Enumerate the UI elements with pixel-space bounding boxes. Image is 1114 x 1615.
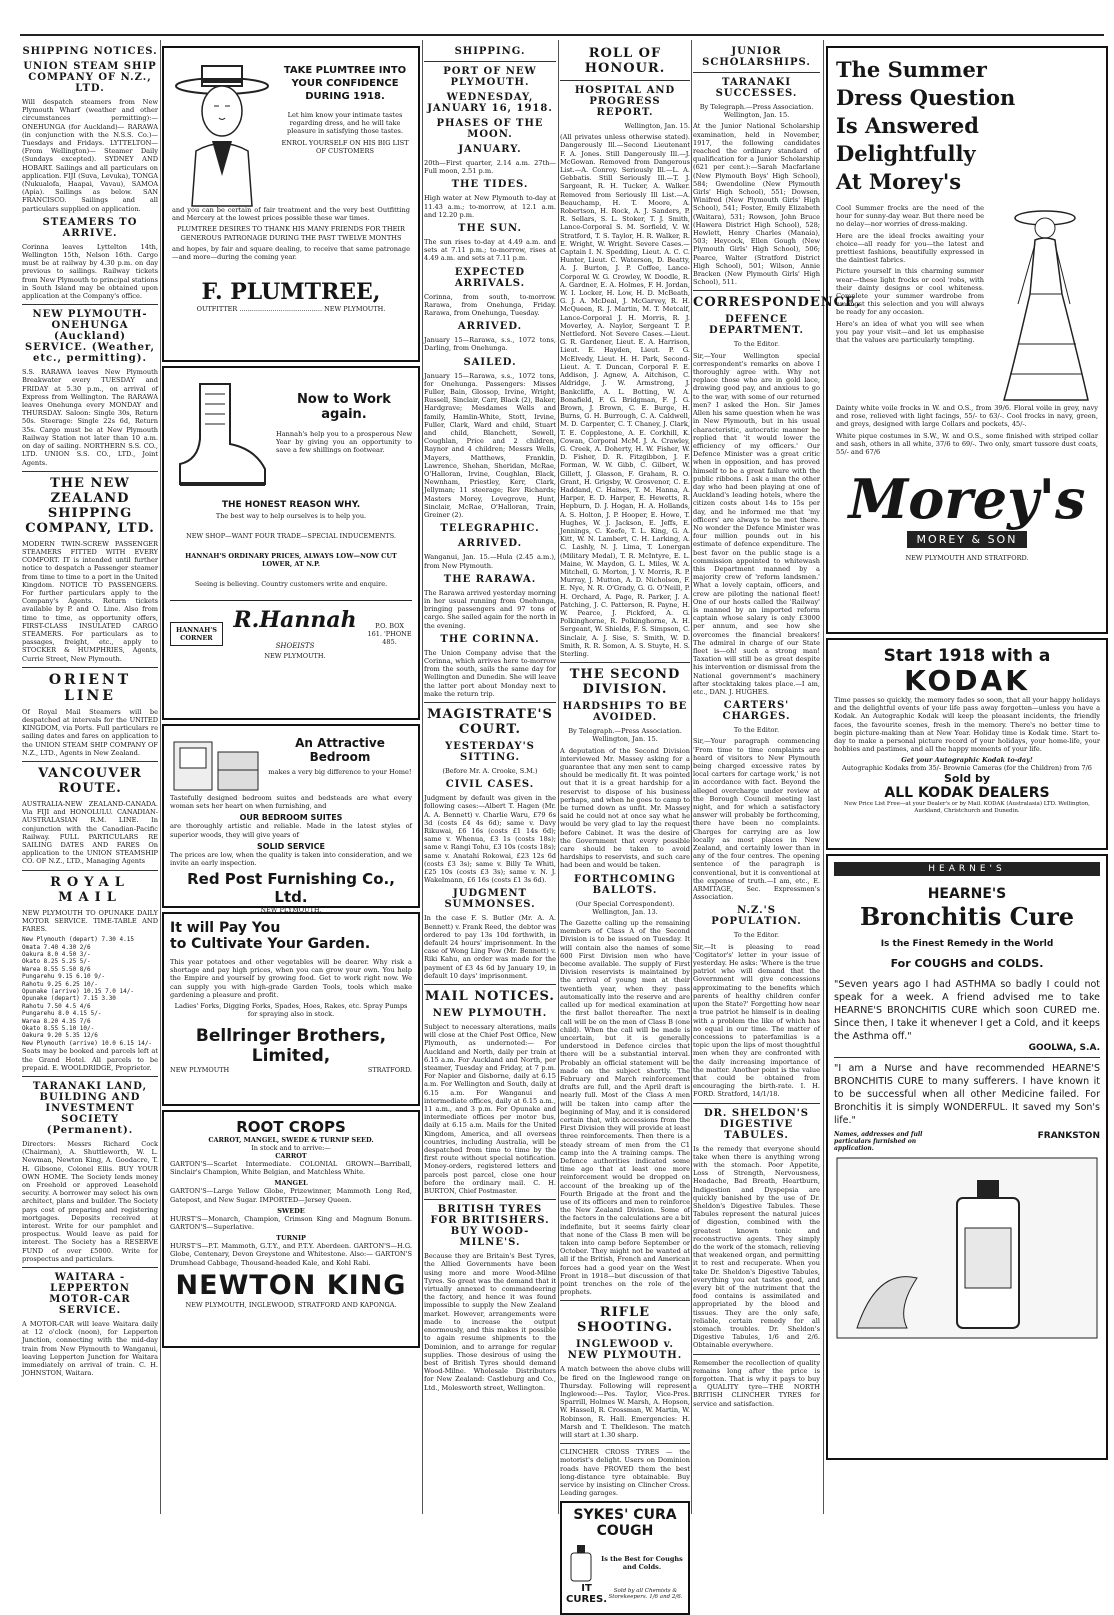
sailed-heading: SAILED. <box>463 356 517 368</box>
timetable-row: Okato 8.55 5.10 10/- <box>22 1025 95 1033</box>
timetable-row: Omata 7.40 4.30 2/6 <box>22 943 91 951</box>
hearne-testimonial: "Seven years ago I had ASTHMA so badly I could not speak for a week. A friend advised me to take HEARNE'S BRONCHITIS CURE which soon CURED me. Since then, I take it whenever I get a Cold, and it keeps the Asthma off." <box>834 979 1100 1042</box>
morey-headline: Is Answered Delightfully <box>836 113 979 166</box>
garden-headline: It will Pay You <box>170 920 281 936</box>
column-roll-of-honour <box>560 42 690 1606</box>
taranaki-land-text: Directors: Messrs Richard Cock (Chairman), A. Shuttleworth, W. L. Newman, Newton King, A. Goodacre, T. H. Gibsone, Colonel Ellis. BUY YOUR OWN HOME. The Society lends money on Freehold or approved Leasehold security. A borrower may select his own architect, plans and builder. The Society pays cost of preparing and registering mortgages. Deposits received at interest. Write for our pamphlet and prospectus. Would leave as paid for interest. The Society has a RESERVE FUND of over £5000. Write for prospectus and particulars. <box>22 1139 158 1263</box>
timetable-row: Warea 8.20 4.35 7/6 <box>22 1017 91 1025</box>
hearne-finest: Is the Finest Remedy in the World <box>880 939 1054 949</box>
seed-category: SWEDE <box>277 1206 305 1215</box>
population-heading: N.Z.'S POPULATION. <box>711 905 802 928</box>
to-editor: To the Editor. <box>733 726 780 735</box>
carters-text: Sir,—Your paragraph commencing 'From time to time complaints are heard of visitors to New Plymouth being charged excessive rates by local carters for cartage work,' is not in accordance with fact. Beyond the alleged overcharge under review at the Borough Council meeting last night, and for which a satisfactory answer will probably be forthcoming, there have been no complaints. Charges for carrying are as low locally as most places in New Zealand, and certainly lower than in any of the four centres. The opening sentence of the paragraph is conventional, but it is conventional at the expense of truth.—I am, etc., E. ARMITAGE, Sec. Expressmen's Association. <box>693 737 820 902</box>
divider <box>834 1057 1100 1058</box>
corinna-text: The Union Company advise that the Corinna, which arrives here to-morrow from the south, sails the same day for Wellington and Dunedin. She will leave the latter port about Monday next to make the return trip. <box>424 648 556 698</box>
second-division-heading: THE SECOND DIVISION. <box>569 667 681 698</box>
section-heading: ROLL OF HONOUR. <box>584 46 666 76</box>
rifle-subheading: INGLEWOOD v. NEW PLYMOUTH. <box>567 1339 683 1362</box>
vancouver-heading: VANCOUVER ROUTE. <box>38 765 142 796</box>
bedroom-text: Tastefully designed bedroom suites and bedsteads are what every woman sets her heart on when furnishing, and <box>170 794 412 811</box>
timetable-row: Rahotu 9.25 6.25 10/- <box>22 980 98 988</box>
hearne-banner: HEARNE'S <box>834 862 1100 876</box>
bedroom-solid: SOLID SERVICE <box>257 841 325 851</box>
divider <box>424 984 556 985</box>
root-crops-subtitle: CARROT, MANGEL, SWEDE & TURNIP SEED. <box>208 1136 374 1144</box>
dateline: Wellington, Jan. 15. <box>624 122 690 130</box>
rifle-heading: RIFLE SHOOTING. <box>576 1305 674 1336</box>
hannah-corner: HANNAH'S CORNER <box>170 622 223 646</box>
union-text: Will despatch steamers from New Plymouth Wharf (weather and other circumstances permitting):— ONEHUNGA (for Auckland)— RARAWA (in conjunction with the N.S.S. Co.)—Tuesdays and Fridays. LYTTELTON— (From Wellington)— Steamer Daily (Sundays excepted). SYDNEY AND HOBART. Sailings and all particulars on application. FIJI (Suva, Levuka), TONGA (Nukualofa, Haapai, Vavau), SAMOA (Apia). Sailings as below. SAN FRANCISCO. Sailings and all particulars supplied on application. <box>22 98 158 213</box>
timetable-row: New Plymouth (depart) 7.30 4.15 <box>22 936 134 944</box>
hearne-names-note: Names, addresses and full particulars furnished on application. <box>834 1131 923 1152</box>
column-advertisements <box>162 42 420 1512</box>
red-post-location: NEW PLYMOUTH. <box>260 906 322 915</box>
root-crops-instock: In stock and to arrive:— <box>251 1144 331 1152</box>
hearne-testimonial: "I am a Nurse and have recommended HEARNE'S BRONCHITIS CURE to many sufferers. I have known it to be successful when all other Medicine failed. For Bronchitis it is simply WONDERFUL. It saved my Son's life." <box>834 1063 1100 1126</box>
sitting-heading: YESTERDAY'S SITTING. <box>445 740 535 763</box>
kodak-call-to-action: Get your Autographic Kodak to-day! <box>901 756 1033 765</box>
kodak-footer: New Price List Free—at your Dealer's or by Mail. KODAK (Australasia) LTD. Wellington, Auckland, Christchurch and Dunedin. <box>844 801 1090 815</box>
rarawa-text: The Rarawa arrived yesterday morning in her usual running from Onehunga, bringing passengers and 97 tons of cargo. She sailed again for the north in the evening. <box>424 588 556 630</box>
bedroom-text: makes a very big difference to your Home! <box>268 768 412 776</box>
timetable-row: Rahotu 7.50 4.5 4/6 <box>22 1002 91 1010</box>
corinna-heading: THE CORINNA. <box>440 633 540 645</box>
seed-category: MANGEL <box>274 1179 308 1188</box>
morey-headline: The Summer <box>836 57 987 82</box>
magistrate-heading: MAGISTRATE'S COURT. <box>427 706 553 737</box>
hearne-advertisement <box>826 854 1108 1460</box>
sykes-title: SYKES' CURA COUGH <box>573 1507 677 1540</box>
before-text: (Before Mr. A. Crooke, S.M.) <box>442 766 538 775</box>
root-crops-headline: ROOT CROPS <box>236 1118 346 1136</box>
column-scholarships <box>693 42 862 1512</box>
morey-text: Here's an idea of what you will see when you pay your visit—and let us emphasise that the values are particularly tempting. <box>836 319 984 345</box>
plumtree-thanks: PLUMTREE DESIRES TO THANK HIS MANY FRIENDS FOR THEIR GENEROUS PATRONAGE DURING THE PAST TWELVE MONTHS <box>177 225 405 242</box>
nz-shipping-text: MODERN TWIN-SCREW PASSENGER STEAMERS FITTED WITH EVERY COMFORT. IT is intended until further notice to despatch a Passenger steamer from time to time to a port in the United Kingdom. NOTICE TO PASSENGERS. For further particulars apply to the Company's Agents. Return tickets available by P. and O. Line. Also from time to time, as opportunity offers, FIRST-CLASS INSULATED CARGO STEAMERS. For particulars as to passages, freight, etc., apply to STOCKER & HUMPHRIES, Agents, Currie Street, New Plymouth. <box>22 539 158 663</box>
bottle-icon <box>566 1543 596 1583</box>
timetable-row: Opunake (arrive) 10.15 7.0 14/- <box>22 988 134 996</box>
british-tyres-text: Because they are Britain's Best Tyres, the Allied Governments have been using more and more Wood-Milne Tyres. So great was the demand that it virtually annexed to commandeering the factory, and hence it was found impossible to supply the New Zealand market. However, arrangements were made to increase the output enormously, and this makes it possible to again resume shipments to the Dominion, and to arrange for regular supplies. Those desirous of using the best of British Tyres should demand Wood-Milne. Wholesale Distributors for New Zealand: Castleburg and Co., Ltd., Molesworth street, Wellington. <box>424 1252 556 1392</box>
sykes-subtitle: Is the Best for Coughs and Colds. <box>601 1555 683 1572</box>
plumtree-title: TAKE PLUMTREE INTO YOUR CONFIDENCE DURING 1918. <box>283 65 407 102</box>
hearne-testimonial-place: GOOLWA, S.A. <box>1028 1043 1100 1053</box>
arrived-text: January 15—Rarawa, s.s., 1072 tons, Darling, from Onehunga. <box>424 336 556 353</box>
sun-heading: THE SUN. <box>458 223 522 235</box>
ballots-heading: FORTHCOMING BALLOTS. <box>574 873 676 896</box>
to-editor: To the Editor. <box>733 931 780 940</box>
kodak-prices: Autographic Kodaks from 35/- Brownie Cameras (for the Children) from 7/6 <box>842 764 1092 773</box>
telegraphic-heading: TELEGRAPHIC. <box>440 523 540 535</box>
union-heading: UNION STEAM SHIP COMPANY OF N.Z., LTD. <box>23 61 157 94</box>
defence-heading: DEFENCE DEPARTMENT. <box>709 314 804 337</box>
kodak-name: KODAK <box>904 664 1030 697</box>
rifle-text: A match between the above clubs will be fired on the Inglewood range on Thursday. Following will represent Inglewood:—Pes. Taylor, Vice-Pres. Sparrill, Holmes W. Marsh, A. Hopson, W. Hassell, R. Crossman, W. Martin, W. Robinson, R. Hall. Emergencies: H. Marsh and T. Thelkleson. The match will start at 1.30 sharp. <box>560 1365 690 1440</box>
waitara-heading: WAITARA - LEPPERTON MOTOR-CAR SERVICE. <box>49 1271 131 1316</box>
garden-text: This year potatoes and other vegetables will be dearer. Why risk a shortage and pay high prices, when you can grow your own. You help the Empire and yourself by growing food. Get to work right now. We can supply you with high-grade Garden Tools, tools which make gardening a pleasure and profit. <box>170 958 412 999</box>
hearne-product: Bronchitis Cure <box>859 902 1075 931</box>
sykes-advertisement <box>560 1501 690 1615</box>
port-heading: PORT OF NEW PLYMOUTH. <box>443 66 537 88</box>
sailed-text: January 15—Rarawa, s.s., 1072 tons, for Onehunga. Passengers: Misses Fuller, Bain, Glossop, Irvine, Wright, Russell, Sinclair, Carr, Black (2), Baker, Hardgrave; Mesdames Wells and family, Hamlin-White, Stott, Irvine, Fuller, Clark, Ward and child, Stuart and child, Blanchett, Sewell, Coughlan, Price and 2 children, Raynor and 4 children; Messrs Wells, Mayers, Matthews, Franklin, Lawrence, Shehan, Sheridan, McRae, O'Halloran, Irvine, Coughlan, Black, Newnham, Priestley, Kerr, Clark, Jellyman; 11 steerage; Rev Richards; Masters Morey, Lovegrove, Hunt, Sinclair, McRae, O'Halloran, Train, Greiner (2). <box>424 371 556 520</box>
timetable-row: New Plymouth (arrive) 10.0 6.15 14/- <box>22 1039 153 1047</box>
plumtree-enrol: ENROL YOURSELF ON HIS BIG LIST OF CUSTOMERS <box>281 138 409 155</box>
divider <box>424 1199 556 1200</box>
rarawa-heading: THE RARAWA. <box>443 573 537 585</box>
hannah-advertisement <box>162 366 420 720</box>
sykes-cures: IT CURES. <box>566 1583 607 1606</box>
defence-text: Sir,—Your Wellington special correspondent's remarks on above I thoroughly agree with. Why not replace those who are in gold lace, drawing good pay, and anxious to go to the war, with some of our returned men? I asked the Hon. Sir James Allen his same question when he was in New Plymouth, but in his usual characteristic, autocratic manner he replied that 'it would lower the efficiency of my officers.' Our Defence Minister was a great critic when in opposition, and has proved himself to be a great failure with the public ribbons. I ask a man the other day who had been playing at one of Auckland's leading hotels, where the citizen costs about 14s to 15s per day, and he informed me that 'my officers' are always to be met there. No wonder the Defence Minister was four million pounds out in his estimate of defence expenditure. The best favor on the public stage is a commission appointed to whitewash this Department manned by a majority crew of 'reform landsmen.' What a lovely captain, officers, and crew are piloting the national fleet! One of our hosts called the 'Railway' is manned by an imported reform captain whose salary is only £3000 per annum, and see how she overcomes the financial breakers! The admiral in charge of our State fleet is—oh! such a strong man! Taxation will still be as great despite his intervention or dismissal from the National government's machinery after stocktaking takes place.—I am, etc., DAN. J. HUGHES. <box>693 351 820 696</box>
arrived-text: Wanganui, Jan. 15.—Hula (2.45 a.m.), from New Plymouth. <box>424 553 556 570</box>
morey-text: Cool Summer frocks are the need of the hour for sunny-day wear. But there need be no delay—nor worries of dress-making. <box>836 204 984 229</box>
divider <box>22 1076 158 1077</box>
hearne-title: HEARNE'S <box>927 886 1007 902</box>
royal-mail-footer: Seats may be booked and parcels left at the Grand Hotel. All parcels to be prepaid. E. WOOLDRIDGE, Proprietor. <box>22 1047 158 1072</box>
junior-text: At the Junior National Scholarship examination, held in November, 1917, the following candidates reached the ordinary standard of qualification for a Junior Scholarship (621 per cent.):—Sarah Macfarlane (New Plymouth Boys' High School), 584; Gwendoline (New Plymouth Girls' High School), 551; Dowsen, Winifred (New Plymouth Girls' High School), 541; Foster, Emily Elizabeth (Waitara), 531; Rowson, John Bruce (Hawera District High School), 528; Hewlett, Henry Charles (Manaia), 503; Heycock, Ellen Gough (New Plymouth Girls' High School), 506; Pearce, Walter (Stratford District High School), 501; Wilson, Annie Bracken (New Plymouth Girls' High School), 511. <box>693 122 820 287</box>
month-heading: JANUARY. <box>458 144 522 155</box>
waitara-text: A MOTOR-CAR will leave Waitara daily at 12 o'clock (noon), for Lepperton Junction, connecting with the mid-day train from New Plymouth to Wanganui, leaving Lepperton Junction for Waitara immediately on arrival of train. C. H. JOHNSTON, Waitara. <box>22 1319 158 1378</box>
hannah-prices: HANNAH'S ORDINARY PRICES, ALWAYS LOW—NOW CUT LOWER, AT N.P. <box>185 552 397 568</box>
arrive-text: Corinna leaves Lyttelton 14th, Wellington 15th, Nelson 16th. Cargo must be at railway by 4.30 p.m. on day previous to sailings. Railway tickets from New Plymouth to principal stations in South Island may be obtained upon application at the Company's office. <box>22 242 158 301</box>
royal-mail-text: NEW PLYMOUTH TO OPUNAKE DAILY MOTOR SERVICE. TIME-TABLE AND FARES. <box>22 908 158 933</box>
divider <box>22 870 158 871</box>
masthead-rule <box>20 34 1104 36</box>
dateline: (Our Special Correspondent). Wellington, Jan. 13. <box>575 899 675 916</box>
divider <box>22 761 158 762</box>
plumtree-name: F. PLUMTREE, <box>201 279 381 306</box>
carters-heading: CARTERS' CHARGES. <box>722 700 791 723</box>
divider <box>693 290 820 291</box>
morey-prices: White pique costumes in S.W., W. and O.S., some finished with striped collar and sash, others in all white, 37/6 to 69/-. Two only, smart tussore dust coats, 55/- and 67/6 <box>836 431 1098 457</box>
divider <box>22 471 158 472</box>
red-post-advertisement <box>162 724 420 915</box>
kodak-sold-by: Sold by <box>944 772 990 786</box>
column-rule <box>823 40 824 1514</box>
morey-text: Here are the ideal frocks awaiting your choice—all ready for you—the latest and prettiest fashions, beautifully expressed in the daintiest fabrics. <box>836 231 984 265</box>
arrived-heading: ARRIVED. <box>457 321 523 333</box>
steamers-arrive-heading: STEAMERS TO ARRIVE. <box>42 216 138 239</box>
morey-prices: Dainty white voile frocks in W. and O.S., from 39/6. Floral voile in grey, navy and rose, relieved with light facings, 55/- to 63/-. Cool frocks in navy, green, and greys, designed with large Collars and pockets, 45/-. <box>836 404 1098 429</box>
red-post-name: Red Post Furnishing Co., Ltd. <box>187 870 395 907</box>
dateline: By Telegraph.—Press Association. Wellington, Jan. 15. <box>568 727 682 744</box>
section-heading: SHIPPING. <box>454 46 526 57</box>
column-shipping <box>424 42 556 1512</box>
newton-king-locations: NEW PLYMOUTH, INGLEWOOD, STRATFORD AND KAPONGA. <box>185 1300 397 1309</box>
british-tyres-heading: BRITISH TYRES FOR BRITISHERS. BUY WOOD-MILNE'S. <box>430 1204 550 1249</box>
hospital-heading: HOSPITAL AND PROGRESS REPORT. <box>574 85 676 118</box>
morey-locations: NEW PLYMOUTH AND STRATFORD. <box>905 554 1029 563</box>
moon-text: 20th—First quarter, 2.14 a.m. 27th—Full moon, 2.51 p.m. <box>424 159 556 176</box>
population-text: Sir,—It is pleasing to read 'Cogitator's' letter in your issue of yesterday. He asks: 'Where is the true patriot who will demand that the Government will give concessions approximating to the benefits which parents of healthy children confer upon the State?' Forgetting how near a true patriot he himself is in dealing with a problem the like of which has no equal in our time. The matter of concessions to paterfamilias is a topic upon the lips of most thoughtful men when they are confronted with the daily increasing importance of the matter. Another point is the value that could be obtained from encouraging the birth-rate. I. H. FORD. Stratford, 14/1/18. <box>693 942 820 1099</box>
newton-king-name: NEWTON KING <box>175 1269 407 1301</box>
morey-logo: Morey's <box>848 467 1086 532</box>
hardships-heading: HARDSHIPS TO BE AVOIDED. <box>562 701 688 724</box>
column-rule <box>558 40 559 1514</box>
hannah-logo-subtitle: SHOEISTS <box>275 642 315 650</box>
hannah-text: Hannah's help you to a prosperous New Year by giving you an opportunity to save a few shillings on footwear. <box>276 430 412 455</box>
column-rule <box>691 40 692 1514</box>
bellringer-location: STRATFORD. <box>367 1066 412 1075</box>
nz-shipping-heading: THE NEW ZEALAND SHIPPING COMPANY, LTD. <box>25 475 155 536</box>
arrived-heading: ARRIVED. <box>457 538 523 550</box>
timetable-row: Pungarehu 9.15 6.10 9/- <box>22 973 106 981</box>
hospital-text: (All privates unless otherwise stated). Dangerously Ill.—Second Lieutenant F. A. Jones. Still Dangerously Ill.—J. McGowan. Removed from Dangerous List.—A. Conroy. Seriously Ill.—L. A. Gebbatis. Still Seriously Ill.—T. J. Sargeant, R. H. Tucker, A. Walker. Removed from Seriously Ill List.—A. Beauchamp, H. T. Moore, A. Robertson, H. Rock, A. J. Sanders, P. R. Sellars, S. L. Stoker, T. J. Smith, Lance-Corporal S. M. Sorfield, V. W. Stratford, T. S. Taylor, H. R. Walker, R. E. Wright, W. Wright. Severe Cases.—Captain I. N. Spedding, Lieut. A. C. C. Hunter, Lieut. C. Waterson, D. Beatty, A. J. Burton, J. P. Coffee, Lance-Corporal W. G. Crowley, W. Doodle, R. A. Gardner, E. A. Holmes, F. H. Jordan, W. I. Locker, H. Low, H. D. McBeath, G. J. A. McDeal, J. McGarvey, R. H. McQueen, R. J. Martin, M. T. Metcalf, Lance-Corporal J. H. Morris, R. J. Moverley, A. Naylor, Sergeant T. P. Nettleford. Not Severe Cases.—Lieut. G. R. Gardener, Lieut. E. A. Harrison, Lieut. E. Hayden, Lieut. P. G. McElvedy, Lieut. H. H. Park, Second-Lieut. A. T. Duncan, Corporal F. E. Addison, J. Agnew, A. Aitchison, C. Aldridge, J. W. Armstrong, J. Bankcliffe, A. L. Botting, W. A. Bonafield, F. G. Bridgman, F. J. G. Brown, J. Brown, C. E. Burge, H. Burns, G. H. Burrough, C. A. Caldwell, M. D. Carpenter, C. T. Chaney, J. Clark, T. E. Copplestone, A. E. Corkhill, K. Cowan, Corporal McM. J. A. Crawley, G. Creek, A. Doherty, H. W. Fisher, W. D. Fisher, D. R. Fitzgibbon, J. F. Forman, W. W. Gibb, C. Gilbert, W. Gillett, J. Glasson, F. Graham, R. O. Grant, H. Grigsby, W. Grosvenor, C. E. Haddand, C. Haines, T. M. Hanna, A. Harper, E. D. Harper, E. Hewetts, R. Hepburn, D. J. Hogan, H. A. Hollands, A. S. Holton, J. P. Hooper, E. Howe, T. Hughes, W. J. Jackson, E. Jeffs, E. Jennings, C. Keefe, T. L. King, G. A. Kitt, W. N. Lambert, C. H. Larking, A. C. Lashly, N. J. Lima, T. Lonergan (Military Medal), T. R. McIntyre, E. L. Maine, W. Maydon, G. L. Miles, W. A. Mitchell, G. Morton, J. V. Morris, R. P. Murray, J. Mutton, A. D. Nicholson, F. E. Nye, N. R. O'Grady, G. G. O'Neill, P. H. Orchard, A. Page, R. Parker, J. A. Patching, J. C. Patterson, R. Payne, H. W. Pearce, J. Pickford, A. G. Polkinghorne, R. Polkinghorne, A. H. Sergeant, W. Shields, F. S. Simpson, C. Sinclair, A. J. Sise, S. Smith, W. D. Smith, R. R. Somon, A. S. Stuyte, H. S. Sterling. <box>560 133 690 658</box>
onehunga-text: S.S. RARAWA leaves New Plymouth Breakwater every TUESDAY and FRIDAY at 5.30 p.m., on arrival of Express from Wellington. The RARAWA leaves Onehunga every MONDAY and THURSDAY. Saloon: Single 30s, Return 50s. Steerage: Single 22s 6d, Return 35s. Cargo must be at New Plymouth Railway Station not later than 10 a.m. on day of sailing. NORTHERN S.S. CO., LTD. UNION S.S. CO., LTD., Joint Agents. <box>22 368 158 467</box>
timetable-row: Pungarehu 8.0 4.15 5/- <box>22 1010 102 1018</box>
plumtree-advertisement <box>162 46 420 362</box>
dateline: By Telegraph.—Press Association. Wellington, Jan. 15. <box>699 103 814 120</box>
gentleman-portrait-illustration <box>172 56 272 206</box>
divider <box>424 61 556 62</box>
sheldon-heading: DR. SHELDON'S DIGESTIVE TABULES. <box>703 1107 810 1141</box>
column-rule <box>160 40 161 1514</box>
ballots-text: The Gazette calling up the remaining members of Class A of the Second Division is to be issued on Tuesday. It will contain also the names of some 600 First Division men who have become available. The supply of First Division reservists is maintained by the arrival of young men at their twentieth year, when they pass automatically into the reserve and are called up for medical examination at the first ballot thereafter. The next call will be on the men of Class B (one child). When the call will be made is uncertain, but it is generally understood in Defence circles that there will be a substantial interval. Probably an official statement will be made on the subject shortly. The February and March reinforcement drafts are full, and the April draft is nearly full. Most of the Class A men will be taken into camp after the beginning of May, and it is considered certain that, with accessions from the First Division they will provide at least three reinforcements. Then there is a steady stream of men from the C1 camp into the A training camps. The Defence authorities indicated some time ago that at least one more reinforcement would be dropped on account of the breaking up of the Fourth Brigade at the front and the use of its officers and men to reinforce the New Zealand Division. Some of the factors in the calculations are a bit indefinite, but it seems fairly clear that none of the Class B men will be taken into camp before September or October. They might not be wanted at all if the British, French and American forces had a good year on the West Front in 1918—but discussion of that point trenches on the role of the prophets. <box>560 919 690 1297</box>
royal-mail-heading: ROYAL MAIL <box>50 874 130 905</box>
sheldon-text: Is the remedy that everyone should take when there is anything wrong with the stomach. Poor Appetite, Loss of Strength, Nervousness, Headache, Bad Breath, Heartburn, Indigestion and Dyspepsia are quickly banished by the use of Dr. Sheldon's Digestive Tabules. These Tabules represent the natural juices of digestion, combined with the greatest known tonic and reconstructive agents. They simply do the work of the stomach, relieving that weakened organ, and permitting it to rest and recuperate. When you take Dr. Sheldon's Digestive Tabules, everything you eat tastes good, and every bit of the nutriment that the food contains is assimilated and appropriated by the blood and tissues. They are the only safe, reliable, certain remedy for all stomach troubles. Dr. Sheldon's Digestive Tabules, 1/6 and 2/6. Obtainable everywhere. <box>693 1144 820 1350</box>
divider <box>693 1103 820 1104</box>
column-shipping-notices <box>22 42 158 1512</box>
morey-advertisement <box>826 46 1108 634</box>
hannah-seeing: Seeing is believing. Country customers write and enquire. <box>194 580 388 588</box>
to-editor: To the Editor. <box>733 340 780 349</box>
divider <box>560 662 690 663</box>
mail-heading: MAIL NOTICES. <box>425 989 555 1004</box>
moon-heading: PHASES OF THE MOON. <box>436 118 544 140</box>
kodak-text: Time passes so quickly, the memory fades so soon, that all your happy holidays and the delightful events of your life pass away forgotten—unless you have a Kodak. An Autographic Kodak will keep the pleasant incidents, the friendly faces, the favourite scenes, fresh in the memory. There's no better time to begin picture-making than at New Year. Holiday time is Kodak time. Start to-day to make a personal picture record of your holidays, your home-life, your hobbies and pastimes, and all the happy moments of your life. <box>834 696 1100 754</box>
vancouver-text: AUSTRALIA-NEW ZEALAND-CANADA. Via FIJI and HONOLULU. CANADIAN-AUSTRALASIAN R.M. LINE. In conjunction with the Canadian-Pacific Railway. FULL PARTICULARS RE SAILING DATES AND FARES On application to the UNION STEAMSHIP CO. OF N.Z., LTD., Managing Agents <box>22 799 158 866</box>
seed-list: HURST'S—Monarch, Champion, Crimson King and Magnum Bonum. GARTON'S—Superlative. <box>170 1214 412 1232</box>
divider <box>22 667 158 668</box>
hearne-testimonial-place: FRANKSTON <box>1037 1131 1100 1141</box>
morey-text: Picture yourself in this charming summer wear—these light frocks or cool 'robs, with their dainty designs or cool whiteness. Complete your summer wardrobe from amongst this selection and you will always be ready for any occasion. <box>836 267 984 317</box>
date-heading: WEDNESDAY, JANUARY 16, 1918. <box>427 92 553 114</box>
civil-text: Judgment by default was given in the following cases:—Albert T. Hagen (Mr. A. A. Bennett) v. Charlie Waru, £79 6s 3d (costs £4 4s 6d); same v. Davy Rikuwai, £6 16s (costs £1 14s 6d); same v. Whenua, £3 1s (costs 18s); same v. Rangi Tohu, £3 10s (costs 18s); same v. Anatahi Rokowai, £23 12s 6d (costs £3 3s); same v. Billy Te Whiti, £25 10s (costs £3 3s); same v. N. J. Wakelmann, £6 16s (costs £1 3s 6d). <box>424 794 556 885</box>
hannah-honest-heading: THE HONEST REASON WHY. <box>221 500 361 510</box>
kodak-headline: Start 1918 with a <box>883 646 1051 666</box>
hearne-bottle-illustration <box>837 1158 1097 1338</box>
bedroom-suite-illustration <box>170 732 262 794</box>
seed-category: TURNIP <box>276 1234 306 1243</box>
sun-text: The sun rises to-day at 4.49 a.m. and sets at 7.11 p.m.; to-morrow, rises at 4.49 a.m. and sets at 7.11 p.m. <box>424 238 556 263</box>
timetable-row: Opunake (depart) 7.15 3.30 <box>22 995 116 1003</box>
sykes-price: Sold by all Chemists & Storekeepers. 1/6 and 2/6. <box>608 1588 683 1601</box>
bedroom-suites: OUR BEDROOM SUITES <box>239 813 343 823</box>
section-heading: SHIPPING NOTICES. <box>22 46 158 57</box>
mail-text: Subject to necessary alterations, mails will close at the Chief Post Office, New Plymouth, as undernoted:— For Auckland and North, daily per train at 6.15 a.m. For Auckland and North, per steamer, Tuesday and Friday, at 7 p.m. For Napier and Gisborne, daily at 6.15 a.m. For Wellington and South, daily at 6.15 a.m. For Wanganui and intermediate offices, daily at 6.15 a.m., 11 a.m., and 3 p.m. For Opunake and intermediate offices per motor bus, daily at 6.15 a.m. Mails for the United Kingdom, America, and all overseas countries, including Australia, will be despatched from time to time by the first route without special notification. Money-orders, registered letters and parcels post parcel, close one hour before the ordinary mail. C. H. BURTON, Chief Postmaster. <box>424 1023 556 1196</box>
section-heading: JUNIOR SCHOLARSHIPS. <box>702 46 811 68</box>
expected-text: Corinna, from south, to-morrow. Rarawa, from Onehunga, Friday. Rarawa, from Onehunga, Tuesday. <box>424 292 556 318</box>
judgment-heading: JUDGMENT SUMMONSES. <box>444 888 536 911</box>
divider <box>22 1267 158 1268</box>
hannah-contact: P.O. BOX 161. 'PHONE 485. <box>367 621 412 646</box>
kodak-advertisement <box>826 638 1108 850</box>
bedroom-text: The prices are low, when the quality is taken into consideration, and we invite an early inspection. <box>170 850 412 868</box>
boot-illustration <box>170 374 270 494</box>
summer-dress-illustration <box>990 204 1098 404</box>
hannah-new-shop: NEW SHOP—WANT FOUR TRADE—SPECIAL INDUCEMENTS. <box>186 532 396 540</box>
hannah-headline: Now to Work again. <box>297 392 391 422</box>
expected-heading: EXPECTED ARRIVALS. <box>454 266 526 289</box>
junior-subheading: TARANAKI SUCCESSES. <box>715 77 798 99</box>
timetable-row: Oakura 8.0 4.50 3/- <box>22 951 91 959</box>
clincher-text: CLINCHER CROSS TYRES — the motorist's delight. Users on Dominion roads have PROVED them the best long-distance tyre obtainable. Buy service by insisting on Clincher Cross. Leading garages. <box>560 1448 690 1498</box>
seed-list: GARTON'S—Large Yellow Globe, Prizewinner, Mammoth Long Red, Gatepost, and New Sugar. IMPORTED—Jersey Queen. <box>170 1187 412 1204</box>
orient-heading: ORIENT LINE <box>48 671 132 704</box>
orient-text: Of Royal Mail Steamers will be despatched at intervals for the UNITED KINGDOM, via Ports. Full particulars re sailing dates and fares on application to the UNION STEAM SHIP COMPANY OF N.Z., LTD., Agents in New Zealand. <box>22 707 158 757</box>
divider <box>560 1443 690 1444</box>
north-british-text: Remember the recollection of quality remains long after the price is forgotten. That is why it pays to buy a QUALITY tyre—THE NORTH BRITISH CLINCHER TYRES for service and satisfaction. <box>693 1358 820 1408</box>
taranaki-land-heading: TARANAKI LAND, BUILDING AND INVESTMENT SOCIETY (Permanent). <box>32 1080 148 1136</box>
plumtree-footer: OUTFITTER ........................................ NEW PLYMOUTH. <box>196 305 386 314</box>
hannah-location: NEW PLYMOUTH. <box>264 652 326 660</box>
civil-heading: CIVIL CASES. <box>445 779 535 791</box>
mail-location: NEW PLYMOUTH. <box>432 1008 548 1019</box>
timetable-row: Okato 8.25 5.25 5/- <box>22 958 91 966</box>
bellringer-location: NEW PLYMOUTH <box>170 1066 230 1075</box>
column-rule <box>422 40 423 1514</box>
morey-headline: At Morey's <box>836 169 962 194</box>
correspondence-heading: CORRESPONDENCE. <box>693 295 862 311</box>
bedroom-headline: An Attractive Bedroom <box>295 736 385 764</box>
hearne-for: For COUGHS and COLDS. <box>890 957 1044 970</box>
timetable-row: Warea 8.55 5.50 8/6 <box>22 965 91 973</box>
tides-text: High water at New Plymouth to-day at 11.43 a.m.; to-morrow, at 12.1 a.m. and 12.20 p.m. <box>424 194 556 219</box>
garden-tools: Ladies' Forks, Digging Forks, Spades, Hoes, Rakes, etc. Spray Pumps for spraying also in stock. <box>174 1002 408 1019</box>
hannah-logo: R.Hannah <box>233 607 357 633</box>
morey-logo-subtitle: MOREY & SON <box>907 531 1028 548</box>
timetable <box>22 936 158 1047</box>
plumtree-text: and you can be certain of fair treatment and the very best Outfitting and Mercery at the lowest prices possible these war times. <box>172 206 410 223</box>
bedroom-text: are thoroughly artistic and reliable. Made in the latest styles of superior woods, they will give years of <box>170 822 412 839</box>
kodak-dealers: ALL KODAK DEALERS <box>884 785 1050 802</box>
hannah-honest-text: The best way to help ourselves is to help you. <box>215 512 367 520</box>
seed-list: HURST'S—P.T. Mammoth, G.T.Y., and P.T.Y. Aberdeen. GARTON'S—H.G. Globe, Centenary, Devon Greystone and Whitestone. Also:— GARTON'S Drumhead Cabbage, Thousand-headed Kale, and Kohl Rabi. <box>170 1242 412 1267</box>
divider <box>22 304 158 305</box>
bellringer-advertisement <box>162 912 420 1106</box>
column-display-ads <box>826 42 1108 1512</box>
plumtree-text: and hopes, by fair and square dealing, to receive that same patronage—and more—during the coming year. <box>172 244 410 262</box>
divider <box>693 1354 820 1355</box>
newton-king-advertisement <box>162 1110 420 1348</box>
divider <box>560 80 690 81</box>
bellringer-name: Bellringer Brothers, Limited, <box>195 1026 387 1067</box>
onehunga-heading: NEW PLYMOUTH-ONEHUNGA (Auckland) SERVICE. (Weather, etc., permitting). <box>24 309 156 365</box>
divider <box>560 1300 690 1301</box>
garden-headline: to Cultivate Your Garden. <box>170 936 371 952</box>
seed-list: GARTON'S—Scarlet Intermediate. COLONIAL GROWN—Barriball, Sinclair's Champion, White Belgian, and Matchless White. <box>170 1160 412 1177</box>
divider <box>693 72 820 73</box>
tides-heading: THE TIDES. <box>451 179 529 191</box>
timetable-row: Oakura 9.20 5.35 12/6 <box>22 1032 98 1040</box>
judgment-text: In the case F. S. Butler (Mr. A. A. Bennett) v. Frank Reed, the debtor was ordered to pay 13s 10d forthwith, in default 24 hours' imprisonment. In the case of Wong Ling Pow (Mr. Bennett) v. Riki Kahu, an order was made for the payment of £3 4s 6d by January 19, in default 10 days' imprisonment. <box>424 914 556 980</box>
hardships-text: A deputation of the Second Division interviewed Mr. Massey asking for a guarantee that any men sent to camp should be medically fit. It was pointed out that it is a great hardship for a reservist to dispose of his business perhaps, and when he goes to camp to be turned down as unfit. Mr. Massey said he could not at once say what he would be very glad to lay the request before Cabinet. It was the desire of the Government that every possible care should be taken to avoid hardships to reservists, and such care had been and would be taken. <box>560 746 690 870</box>
seed-category: CARROT <box>275 1152 307 1160</box>
morey-headline: Dress Question <box>836 85 1016 110</box>
divider <box>424 702 556 703</box>
plumtree-text: Let him know your intimate tastes regarding dress, and he will take pleasure in satisfying those tastes. <box>287 111 403 136</box>
